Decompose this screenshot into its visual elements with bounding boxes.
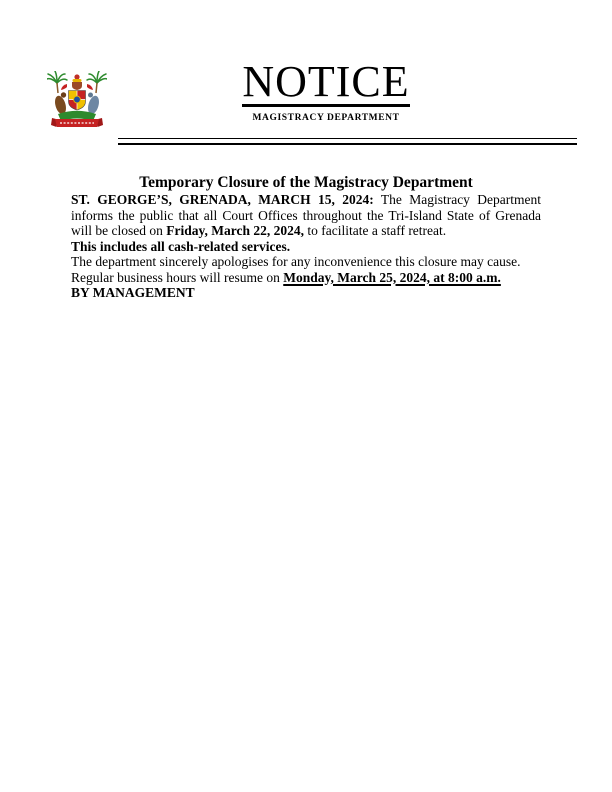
dateline-text: ST. GEORGE’S, GRENADA, MARCH 15, 2024: xyxy=(71,192,374,207)
document-heading: Temporary Closure of the Magistracy Department xyxy=(139,174,473,191)
paragraph-announcement xyxy=(71,192,541,239)
header-divider-rule xyxy=(118,138,577,145)
document-header xyxy=(0,57,612,123)
notice-title: NOTICE xyxy=(242,57,410,106)
announcement-text-end: to facilitate a staff retreat. xyxy=(303,223,447,238)
paragraph-apology: The department sincerely apologises for any inconvenience this closure may cause. xyxy=(71,254,521,269)
department-subtitle: MAGISTRACY DEPARTMENT xyxy=(252,113,400,123)
paragraph-cash-services: This includes all cash-related services. xyxy=(71,238,291,254)
document-body xyxy=(71,166,541,301)
paragraph-resume-hours xyxy=(71,270,541,286)
announcement-text: The Magistracy Department informs the public that all Court Offices throughout the Tri-Island State of Grenada will be closed on xyxy=(71,192,542,238)
resume-text: Regular business hours will resume on xyxy=(71,269,284,285)
closure-date-text: Friday, March 22, 2024, xyxy=(166,223,304,238)
resume-date-text: Monday, March 25, 2024, at 8:00 a.m. xyxy=(283,269,501,285)
signature-line: BY MANAGEMENT xyxy=(71,285,195,300)
